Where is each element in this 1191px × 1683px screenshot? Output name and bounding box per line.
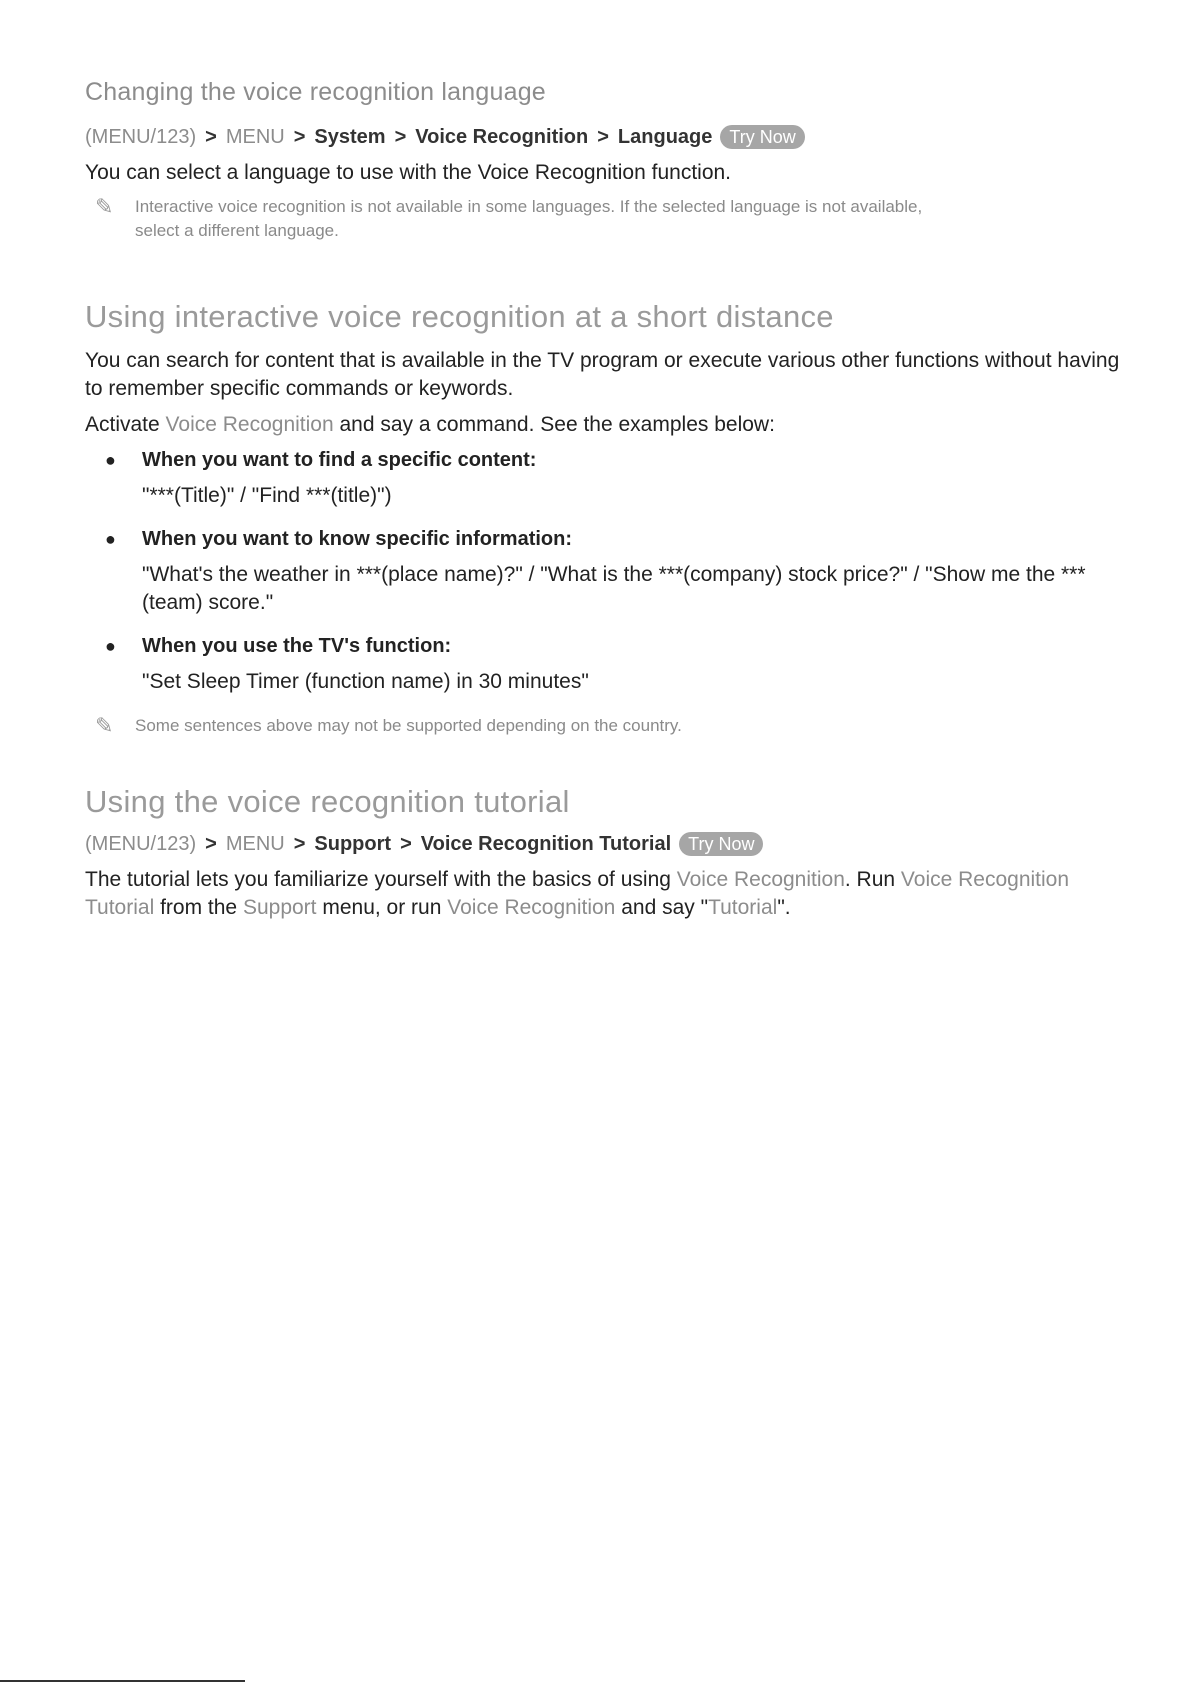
section-language — [85, 78, 1125, 243]
breadcrumb — [85, 125, 1125, 149]
breadcrumb-separator: > — [394, 125, 407, 148]
list-item — [85, 635, 1125, 696]
try-now-button[interactable]: Try Now — [720, 125, 804, 149]
body-text: from the — [154, 896, 243, 919]
list-item — [85, 528, 1125, 617]
bullet-dot-icon: ● — [105, 450, 116, 470]
example-text: "***(Title)" / "Find ***(title)") — [142, 484, 392, 507]
breadcrumb-language: Language — [617, 125, 713, 148]
pencil-icon: ✎ — [95, 194, 114, 219]
body-text: and say " — [615, 896, 709, 919]
breadcrumb-menu: MENU — [225, 125, 285, 148]
breadcrumb-voice-recognition: Voice Recognition — [415, 125, 589, 148]
breadcrumb-system: System — [314, 125, 386, 148]
breadcrumb — [85, 832, 1125, 856]
section-body: You can search for content that is available in the TV program or execute various other functions without having to remember specific commands or keywords. — [85, 349, 1120, 400]
breadcrumb-support: Support — [314, 832, 392, 855]
example-text: "What's the weather in ***(place name)?" / "What is the ***(company) stock price?" / "Show me the ***(team) score." — [142, 563, 1086, 614]
section-body — [85, 866, 1125, 922]
note-text: Some sentences above may not be supported depending on the country. — [135, 716, 682, 735]
section-body: You can select a language to use with the Voice Recognition function. — [85, 161, 732, 184]
example-list — [85, 449, 1125, 696]
section-title: Using the voice recognition tutorial — [85, 784, 570, 819]
breadcrumb-voice-recognition-tutorial: Voice Recognition Tutorial — [420, 832, 672, 855]
section-title: Changing the voice recognition language — [85, 78, 546, 106]
breadcrumb-root: (MENU/123) — [85, 125, 197, 148]
note — [85, 714, 1125, 738]
voice-recognition-link: Voice Recognition — [447, 896, 616, 919]
body-text: menu, or run — [316, 896, 448, 919]
section-interactive — [85, 299, 1125, 738]
breadcrumb-separator: > — [293, 125, 306, 148]
breadcrumb-separator: > — [400, 832, 412, 855]
manual-page — [85, 78, 1125, 930]
note-line: Interactive voice recognition is not available in some languages. If the selected language is not available, — [135, 197, 923, 216]
footer-rule — [0, 1680, 245, 1682]
breadcrumb-separator: > — [205, 832, 217, 855]
example-heading: When you use the TV's function: — [142, 635, 452, 657]
example-heading: When you want to find a specific content: — [142, 449, 537, 471]
section-title: Using interactive voice recognition at a short distance — [85, 299, 834, 334]
pencil-icon: ✎ — [95, 713, 114, 738]
breadcrumb-separator: > — [205, 125, 217, 148]
body-text: The tutorial lets you familiarize yourself with the basics of using — [85, 868, 677, 891]
note — [85, 195, 1125, 243]
section-tutorial — [85, 784, 1125, 922]
support-link: Support — [242, 896, 317, 919]
example-text: "Set Sleep Timer (function name) in 30 minutes" — [142, 670, 589, 693]
voice-recognition-tutorial-link: Voice Recognition Tutorial — [85, 868, 1070, 919]
breadcrumb-separator: > — [293, 832, 306, 855]
bullet-dot-icon: ● — [105, 636, 116, 656]
bullet-dot-icon: ● — [105, 529, 116, 549]
note-text — [135, 195, 922, 243]
try-now-button[interactable]: Try Now — [679, 832, 763, 856]
activate-pre: Activate — [85, 413, 166, 436]
body-text: ". — [777, 896, 791, 919]
list-item — [85, 449, 1125, 510]
breadcrumb-menu: MENU — [225, 832, 285, 855]
voice-recognition-link: Voice Recognition — [676, 868, 845, 891]
breadcrumb-separator: > — [597, 125, 609, 148]
body-text: . Run — [844, 868, 901, 891]
note-line: select a different language. — [135, 221, 339, 240]
activate-line — [85, 411, 1125, 439]
voice-recognition-link: Voice Recognition — [165, 413, 334, 436]
example-heading: When you want to know specific information: — [142, 528, 573, 550]
tutorial-link: Tutorial — [708, 896, 778, 919]
breadcrumb-root: (MENU/123) — [85, 832, 197, 855]
activate-post: and say a command. See the examples below: — [333, 413, 775, 436]
